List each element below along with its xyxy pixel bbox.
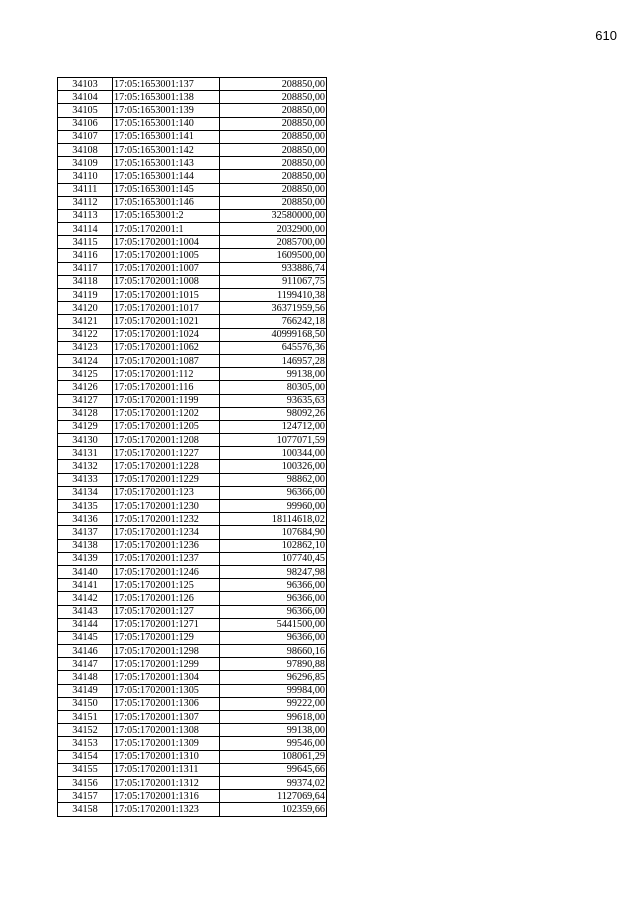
cadastral-number-cell: 17:05:1702001:1202 — [113, 407, 220, 420]
cadastral-value-cell: 96366,00 — [220, 579, 327, 592]
cadastral-value-cell: 99138,00 — [220, 368, 327, 381]
table-row — [58, 552, 327, 565]
cadastral-number-cell: 17:05:1702001:1308 — [113, 724, 220, 737]
row-number-cell: 34114 — [58, 223, 113, 236]
row-number-cell: 34158 — [58, 803, 113, 816]
table-row — [58, 579, 327, 592]
cadastral-number-cell: 17:05:1653001:2 — [113, 209, 220, 222]
cadastral-value-cell: 208850,00 — [220, 170, 327, 183]
row-number-cell: 34107 — [58, 130, 113, 143]
table-row — [58, 104, 327, 117]
row-number-cell: 34112 — [58, 196, 113, 209]
table-row — [58, 605, 327, 618]
cadastral-value-cell: 99618,00 — [220, 711, 327, 724]
cadastral-number-cell: 17:05:1653001:139 — [113, 104, 220, 117]
cadastral-value-cell: 1127069,64 — [220, 790, 327, 803]
cadastral-number-cell: 17:05:1702001:1199 — [113, 394, 220, 407]
cadastral-number-cell: 17:05:1702001:1017 — [113, 302, 220, 315]
cadastral-value-cell: 97890,88 — [220, 658, 327, 671]
cadastral-value-cell: 108061,29 — [220, 750, 327, 763]
row-number-cell: 34128 — [58, 407, 113, 420]
cadastral-value-cell: 208850,00 — [220, 143, 327, 156]
row-number-cell: 34156 — [58, 776, 113, 789]
cadastral-number-cell: 17:05:1653001:144 — [113, 170, 220, 183]
row-number-cell: 34127 — [58, 394, 113, 407]
cadastral-number-cell: 17:05:1702001:1087 — [113, 354, 220, 367]
table-row — [58, 381, 327, 394]
row-number-cell: 34126 — [58, 381, 113, 394]
cadastral-value-cell: 208850,00 — [220, 130, 327, 143]
row-number-cell: 34103 — [58, 78, 113, 91]
cadastral-value-cell: 93635,63 — [220, 394, 327, 407]
table-row — [58, 223, 327, 236]
table-row — [58, 473, 327, 486]
table-row — [58, 513, 327, 526]
table-row — [58, 394, 327, 407]
cadastral-value-cell: 911067,75 — [220, 275, 327, 288]
row-number-cell: 34149 — [58, 684, 113, 697]
table-row — [58, 671, 327, 684]
cadastral-number-cell: 17:05:1702001:1306 — [113, 697, 220, 710]
cadastral-number-cell: 17:05:1702001:129 — [113, 631, 220, 644]
row-number-cell: 34152 — [58, 724, 113, 737]
table-row — [58, 91, 327, 104]
table-row — [58, 407, 327, 420]
row-number-cell: 34140 — [58, 565, 113, 578]
cadastral-number-cell: 17:05:1702001:1311 — [113, 763, 220, 776]
cadastral-number-cell: 17:05:1702001:1271 — [113, 618, 220, 631]
cadastral-number-cell: 17:05:1702001:1298 — [113, 645, 220, 658]
cadastral-value-cell: 1609500,00 — [220, 249, 327, 262]
cadastral-value-cell: 98247,98 — [220, 565, 327, 578]
cadastral-number-cell: 17:05:1702001:1005 — [113, 249, 220, 262]
row-number-cell: 34116 — [58, 249, 113, 262]
row-number-cell: 34131 — [58, 447, 113, 460]
cadastral-value-cell: 96296,85 — [220, 671, 327, 684]
table-row — [58, 183, 327, 196]
table-row — [58, 209, 327, 222]
table-row — [58, 776, 327, 789]
cadastral-number-cell: 17:05:1702001:112 — [113, 368, 220, 381]
row-number-cell: 34150 — [58, 697, 113, 710]
row-number-cell: 34157 — [58, 790, 113, 803]
row-number-cell: 34155 — [58, 763, 113, 776]
table-row — [58, 539, 327, 552]
row-number-cell: 34104 — [58, 91, 113, 104]
cadastral-value-cell: 208850,00 — [220, 91, 327, 104]
cadastral-value-cell: 208850,00 — [220, 78, 327, 91]
cadastral-value-cell: 40999168,50 — [220, 328, 327, 341]
cadastral-value-table — [57, 77, 327, 817]
cadastral-number-cell: 17:05:1702001:1310 — [113, 750, 220, 763]
cadastral-number-cell: 17:05:1702001:1229 — [113, 473, 220, 486]
cadastral-number-cell: 17:05:1702001:1 — [113, 223, 220, 236]
table-body — [58, 78, 327, 817]
cadastral-value-cell: 96366,00 — [220, 486, 327, 499]
row-number-cell: 34151 — [58, 711, 113, 724]
row-number-cell: 34153 — [58, 737, 113, 750]
cadastral-number-cell: 17:05:1702001:126 — [113, 592, 220, 605]
cadastral-number-cell: 17:05:1702001:116 — [113, 381, 220, 394]
row-number-cell: 34136 — [58, 513, 113, 526]
row-number-cell: 34144 — [58, 618, 113, 631]
cadastral-number-cell: 17:05:1702001:1227 — [113, 447, 220, 460]
row-number-cell: 34118 — [58, 275, 113, 288]
cadastral-number-cell: 17:05:1702001:1307 — [113, 711, 220, 724]
table-row — [58, 500, 327, 513]
cadastral-value-cell: 1077071,59 — [220, 434, 327, 447]
cadastral-value-cell: 98660,16 — [220, 645, 327, 658]
cadastral-value-cell: 99222,00 — [220, 697, 327, 710]
cadastral-number-cell: 17:05:1702001:127 — [113, 605, 220, 618]
cadastral-number-cell: 17:05:1702001:1316 — [113, 790, 220, 803]
cadastral-number-cell: 17:05:1702001:1021 — [113, 315, 220, 328]
row-number-cell: 34142 — [58, 592, 113, 605]
table-row — [58, 592, 327, 605]
cadastral-value-cell: 102359,66 — [220, 803, 327, 816]
cadastral-value-cell: 5441500,00 — [220, 618, 327, 631]
table-row — [58, 526, 327, 539]
cadastral-value-cell: 99984,00 — [220, 684, 327, 697]
cadastral-value-cell: 98092,26 — [220, 407, 327, 420]
table-row — [58, 697, 327, 710]
table-row — [58, 78, 327, 91]
row-number-cell: 34106 — [58, 117, 113, 130]
cadastral-number-cell: 17:05:1653001:143 — [113, 157, 220, 170]
table-row — [58, 447, 327, 460]
table-row — [58, 354, 327, 367]
row-number-cell: 34129 — [58, 420, 113, 433]
table-row — [58, 434, 327, 447]
cadastral-number-cell: 17:05:1702001:1230 — [113, 500, 220, 513]
cadastral-number-cell: 17:05:1702001:1312 — [113, 776, 220, 789]
table-row — [58, 302, 327, 315]
cadastral-value-cell: 80305,00 — [220, 381, 327, 394]
cadastral-number-cell: 17:05:1702001:1015 — [113, 289, 220, 302]
cadastral-value-cell: 99374,02 — [220, 776, 327, 789]
row-number-cell: 34110 — [58, 170, 113, 183]
cadastral-value-cell: 124712,00 — [220, 420, 327, 433]
row-number-cell: 34130 — [58, 434, 113, 447]
cadastral-value-cell: 96366,00 — [220, 592, 327, 605]
cadastral-value-cell: 98862,00 — [220, 473, 327, 486]
table-row — [58, 130, 327, 143]
table-row — [58, 170, 327, 183]
row-number-cell: 34121 — [58, 315, 113, 328]
table-row — [58, 315, 327, 328]
table-row — [58, 249, 327, 262]
row-number-cell: 34105 — [58, 104, 113, 117]
cadastral-number-cell: 17:05:1702001:1305 — [113, 684, 220, 697]
cadastral-number-cell: 17:05:1702001:1304 — [113, 671, 220, 684]
table-row — [58, 565, 327, 578]
row-number-cell: 34108 — [58, 143, 113, 156]
cadastral-value-cell: 96366,00 — [220, 605, 327, 618]
cadastral-number-cell: 17:05:1702001:1234 — [113, 526, 220, 539]
table-row — [58, 737, 327, 750]
cadastral-value-cell: 146957,28 — [220, 354, 327, 367]
table-row — [58, 724, 327, 737]
cadastral-number-cell: 17:05:1702001:1004 — [113, 236, 220, 249]
cadastral-value-cell: 2032900,00 — [220, 223, 327, 236]
row-number-cell: 34124 — [58, 354, 113, 367]
cadastral-value-cell: 99645,66 — [220, 763, 327, 776]
cadastral-value-cell: 208850,00 — [220, 157, 327, 170]
cadastral-number-cell: 17:05:1653001:140 — [113, 117, 220, 130]
table-row — [58, 143, 327, 156]
table-row — [58, 420, 327, 433]
cadastral-number-cell: 17:05:1702001:1205 — [113, 420, 220, 433]
cadastral-number-cell: 17:05:1702001:1237 — [113, 552, 220, 565]
cadastral-number-cell: 17:05:1702001:1208 — [113, 434, 220, 447]
table-row — [58, 750, 327, 763]
cadastral-number-cell: 17:05:1702001:1008 — [113, 275, 220, 288]
table-row — [58, 790, 327, 803]
row-number-cell: 34111 — [58, 183, 113, 196]
row-number-cell: 34141 — [58, 579, 113, 592]
cadastral-value-cell: 100344,00 — [220, 447, 327, 460]
table-row — [58, 328, 327, 341]
cadastral-value-cell: 99960,00 — [220, 500, 327, 513]
table-row — [58, 262, 327, 275]
table-row — [58, 275, 327, 288]
table-row — [58, 711, 327, 724]
row-number-cell: 34139 — [58, 552, 113, 565]
cadastral-value-cell: 99138,00 — [220, 724, 327, 737]
cadastral-number-cell: 17:05:1702001:1024 — [113, 328, 220, 341]
row-number-cell: 34120 — [58, 302, 113, 315]
row-number-cell: 34135 — [58, 500, 113, 513]
cadastral-number-cell: 17:05:1702001:1299 — [113, 658, 220, 671]
table-row — [58, 486, 327, 499]
cadastral-number-cell: 17:05:1702001:1228 — [113, 460, 220, 473]
table-row — [58, 117, 327, 130]
cadastral-number-cell: 17:05:1653001:137 — [113, 78, 220, 91]
row-number-cell: 34145 — [58, 631, 113, 644]
row-number-cell: 34115 — [58, 236, 113, 249]
table-row — [58, 658, 327, 671]
cadastral-value-cell: 107740,45 — [220, 552, 327, 565]
cadastral-number-cell: 17:05:1702001:1232 — [113, 513, 220, 526]
cadastral-value-cell: 2085700,00 — [220, 236, 327, 249]
cadastral-value-cell: 100326,00 — [220, 460, 327, 473]
row-number-cell: 34123 — [58, 341, 113, 354]
row-number-cell: 34143 — [58, 605, 113, 618]
table-row — [58, 631, 327, 644]
table-row — [58, 341, 327, 354]
row-number-cell: 34109 — [58, 157, 113, 170]
cadastral-number-cell: 17:05:1702001:123 — [113, 486, 220, 499]
cadastral-value-cell: 102862,10 — [220, 539, 327, 552]
cadastral-number-cell: 17:05:1702001:1062 — [113, 341, 220, 354]
cadastral-value-cell: 99546,00 — [220, 737, 327, 750]
table-row — [58, 460, 327, 473]
cadastral-value-cell: 36371959,56 — [220, 302, 327, 315]
row-number-cell: 34137 — [58, 526, 113, 539]
cadastral-number-cell: 17:05:1653001:142 — [113, 143, 220, 156]
cadastral-value-cell: 208850,00 — [220, 183, 327, 196]
cadastral-number-cell: 17:05:1702001:1309 — [113, 737, 220, 750]
cadastral-value-cell: 208850,00 — [220, 196, 327, 209]
row-number-cell: 34113 — [58, 209, 113, 222]
row-number-cell: 34134 — [58, 486, 113, 499]
table-row — [58, 157, 327, 170]
cadastral-number-cell: 17:05:1702001:1007 — [113, 262, 220, 275]
table-row — [58, 236, 327, 249]
row-number-cell: 34147 — [58, 658, 113, 671]
cadastral-number-cell: 17:05:1702001:125 — [113, 579, 220, 592]
row-number-cell: 34146 — [58, 645, 113, 658]
row-number-cell: 34154 — [58, 750, 113, 763]
row-number-cell: 34125 — [58, 368, 113, 381]
row-number-cell: 34148 — [58, 671, 113, 684]
cadastral-value-cell: 208850,00 — [220, 104, 327, 117]
row-number-cell: 34138 — [58, 539, 113, 552]
row-number-cell: 34122 — [58, 328, 113, 341]
cadastral-number-cell: 17:05:1653001:138 — [113, 91, 220, 104]
cadastral-value-cell: 18114618,02 — [220, 513, 327, 526]
table-row — [58, 196, 327, 209]
cadastral-value-cell: 1199410,38 — [220, 289, 327, 302]
cadastral-number-cell: 17:05:1702001:1236 — [113, 539, 220, 552]
cadastral-value-cell: 96366,00 — [220, 631, 327, 644]
row-number-cell: 34132 — [58, 460, 113, 473]
page-number: 610 — [595, 28, 617, 43]
cadastral-value-cell: 645576,36 — [220, 341, 327, 354]
cadastral-number-cell: 17:05:1702001:1323 — [113, 803, 220, 816]
cadastral-number-cell: 17:05:1653001:145 — [113, 183, 220, 196]
table-row — [58, 289, 327, 302]
cadastral-number-cell: 17:05:1702001:1246 — [113, 565, 220, 578]
table-row — [58, 763, 327, 776]
cadastral-number-cell: 17:05:1653001:141 — [113, 130, 220, 143]
cadastral-value-cell: 933886,74 — [220, 262, 327, 275]
cadastral-number-cell: 17:05:1653001:146 — [113, 196, 220, 209]
table-row — [58, 645, 327, 658]
table-row — [58, 618, 327, 631]
table-row — [58, 803, 327, 816]
row-number-cell: 34133 — [58, 473, 113, 486]
row-number-cell: 34119 — [58, 289, 113, 302]
cadastral-value-cell: 208850,00 — [220, 117, 327, 130]
cadastral-value-cell: 107684,90 — [220, 526, 327, 539]
row-number-cell: 34117 — [58, 262, 113, 275]
cadastral-value-cell: 32580000,00 — [220, 209, 327, 222]
table-row — [58, 684, 327, 697]
table-row — [58, 368, 327, 381]
cadastral-value-cell: 766242,18 — [220, 315, 327, 328]
